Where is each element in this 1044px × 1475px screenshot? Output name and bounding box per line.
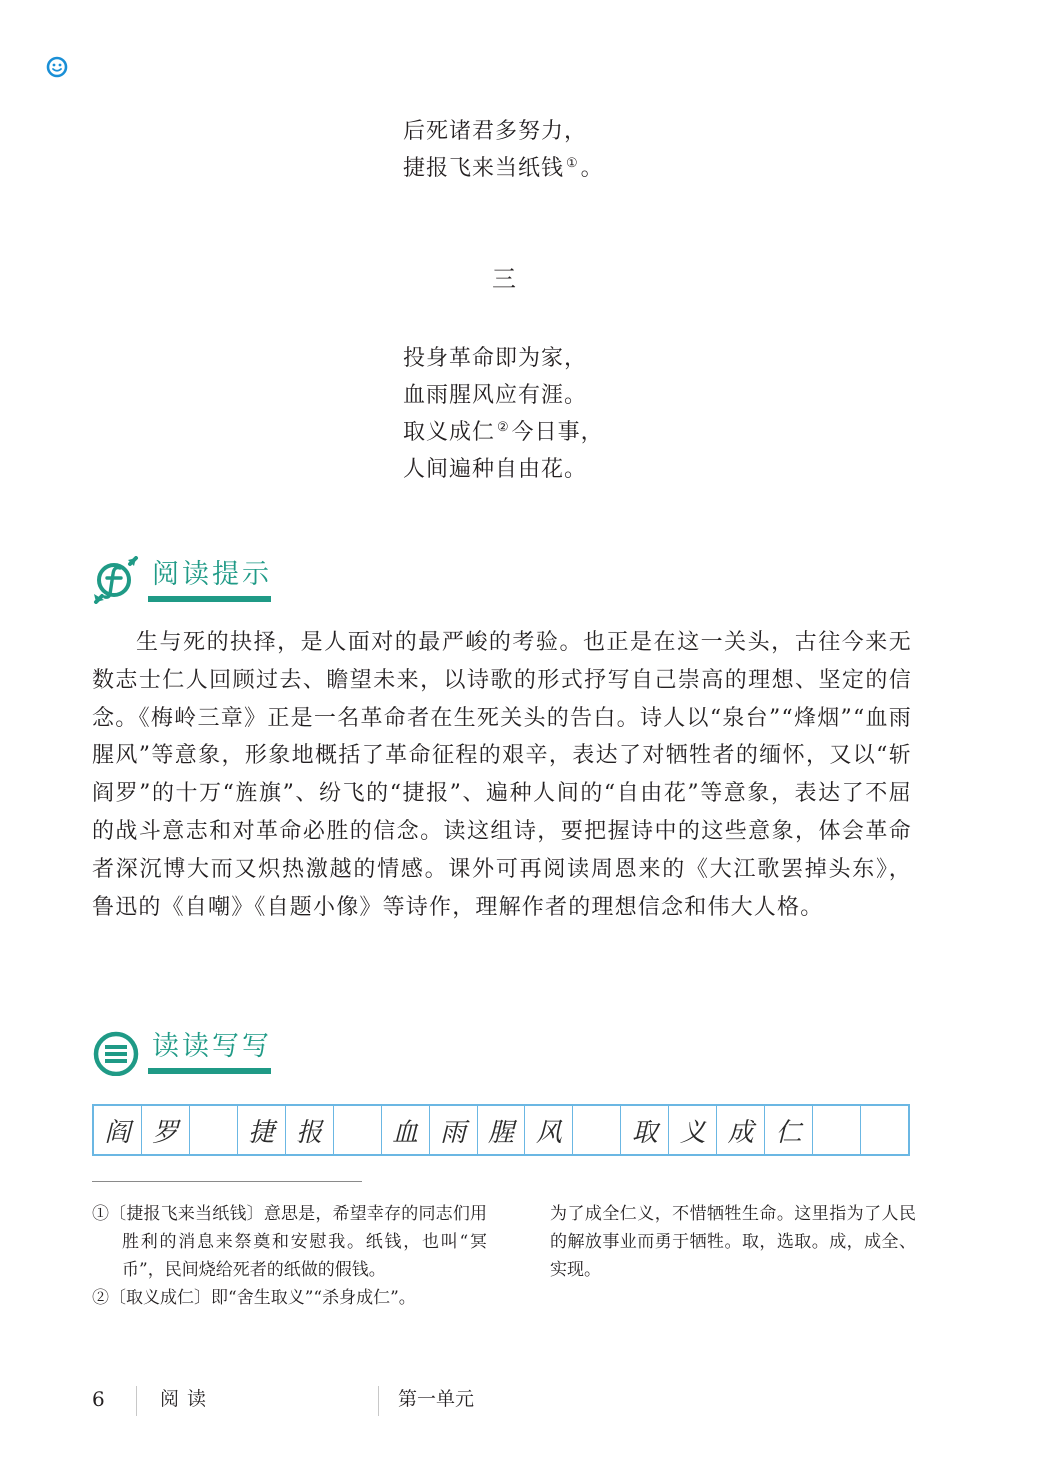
reading-tips-body: 生与死的抉择，是人面对的最严峻的考验。也正是在这一关头，古往今来无数志士仁人回顾过去、瞻望未来，以诗歌的形式抒写自己崇高的理想、坚定的信念。《梅岭三章》正是一名革命者在生死关头的告白。诗人以“泉台”“烽烟”“血雨腥风”等意象，形象地概括了革命征程的艰辛，表达了对牺牲者的缅怀，又以“斩阎罗”的十万“旌旗”、纷飞的“捷报”、遍种人间的“自由花”等意象，表达了不屈的战斗意志和对革命必胜的信念。读这组诗，要把握诗中的这些意象，体会革命者深沉博大而又炽热激越的情感。课外可再阅读周恩来的《大江歌罢掉头东》，鲁迅的《自嘲》《自题小像》等诗作，理解作者的理想信念和伟大人格。 [92,630,912,920]
grid-cell: 取 [621,1106,669,1154]
poem-line: 捷报飞来当纸钱 ①。 [403,156,604,181]
title-underline [148,596,271,602]
grid-cell [573,1106,621,1154]
title-underline [148,1068,271,1074]
footnotes-right-column: 为了成全仁义，不惜牺牲生命。这里指为了人民的解放事业而勇于牺牲。取，选取。成，成全、实现。 [550,1204,916,1280]
reading-tips-icon [92,556,140,604]
footer-section-label: 阅读 [160,1388,215,1410]
grid-cell: 风 [525,1106,573,1154]
list-icon [92,1028,140,1076]
grid-cell: 血 [382,1106,430,1154]
grid-cell: 报 [286,1106,334,1154]
reading-tips-header [92,556,292,616]
footer-unit-label: 第一单元 [398,1388,475,1410]
smiley-icon [46,56,68,78]
page-number: 6 [92,1387,105,1411]
read-write-header [92,1028,292,1088]
grid-cell: 仁 [765,1106,813,1154]
grid-cell: 罗 [142,1106,190,1154]
grid-cell: 雨 [430,1106,478,1154]
footer-separator [378,1386,379,1416]
grid-cell: 成 [717,1106,765,1154]
footnote-item: ①〔捷报飞来当纸钱〕意思是，希望幸存的同志们用胜利的消息来祭奠和安慰我。纸钱，也叫“冥币”，民间烧给死者的纸做的假钱。 [92,1204,487,1280]
poem-line: 人间遍种自由花。 [403,457,588,482]
poem-section-number: 三 [492,265,516,293]
footer-separator [136,1386,137,1416]
poem-line: 后死诸君多努力， [403,119,588,144]
footnote-divider [92,1181,362,1182]
grid-cell: 腥 [478,1106,526,1154]
grid-cell [813,1106,861,1154]
grid-cell [861,1106,908,1154]
grid-cell: 捷 [238,1106,286,1154]
reading-tips-title: 阅读提示 [152,559,272,590]
footnote-item: ②〔取义成仁〕即“舍生取义”“杀身成仁”。 [92,1288,416,1308]
footnote-marker: ② [497,420,510,435]
grid-cell: 阎 [94,1106,142,1154]
poem-line: 投身革命即为家， [403,346,588,371]
character-writing-grid [92,1104,910,1156]
grid-cell [190,1106,238,1154]
grid-cell: 义 [669,1106,717,1154]
footnote-marker: ① [566,156,579,171]
footnotes-left-column [92,1200,487,1312]
grid-cell [334,1106,382,1154]
poem-line: 取义成仁 ②今日事， [403,420,604,445]
read-write-title: 读读写写 [152,1031,272,1062]
poem-line: 血雨腥风应有涯。 [403,383,588,408]
